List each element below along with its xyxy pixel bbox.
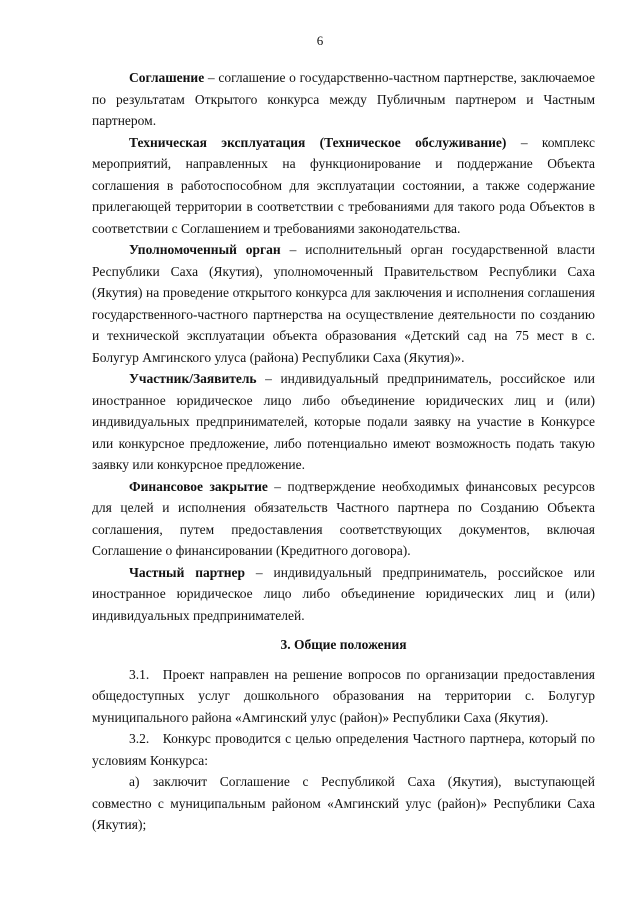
definition-paragraph — [92, 368, 595, 476]
definition-term: Участник/Заявитель — [129, 371, 257, 386]
numbered-item: 3.1. Проект направлен на решение вопросов по организации предоставления общедоступных услуг дошкольного образования на территории с. Болугур муниципального района «Амгинский улус (район)» Республики Саха (Якутия). — [92, 666, 595, 725]
definition-paragraph — [92, 476, 595, 562]
document-body — [92, 67, 595, 836]
definition-term: Финансовое закрытие — [129, 478, 268, 494]
definition-text: – подтверждение необходимых финансовых ресурсов для целей и исполнения обязательств Частного партнера по Созданию Объекта соглашения, путем предоставления соответствующих документов, включая Соглашение о финансировании (Кредитного договора). — [92, 478, 595, 558]
definition-term: Уполномоченный орган — [129, 242, 281, 257]
definition-text: – индивидуальный предприниматель, российское или иностранное юридическое лицо либо объединение юридических лиц и (или) индивидуальных предпринимателей, которые подали заявку на участие в Конкурсе или конкурсное предложение, либо потенциально имеют возможность подать такую заявку или конкурсное предложение. — [92, 371, 595, 472]
lettered-subitem: а) заключит Соглашение с Республикой Саха (Якутия), выступающей совместно с муниципальным районом «Амгинский улус (район)» Республики Саха (Якутия); — [92, 774, 595, 832]
definition-term: Частный партнер — [129, 564, 246, 580]
definition-text: – исполнительный орган государственной власти Республики Саха (Якутия), уполномоченный Правительством Республики Саха (Якутия) на проведение открытого конкурса для заключения и исполнения соглашения государственного-частного партнерства на осуществление деятельности по созданию и технической эксплуатации объекта образования «Детский сад на 75 мест в с. Болугур Амгинского улуса (района) Республики Саха (Якутия)». — [92, 242, 596, 365]
definition-paragraph — [92, 239, 595, 368]
definition-term: Соглашение — [129, 70, 205, 85]
definition-text: – соглашение о государственно-частном партнерстве, заключаемое по результатам Открытого конкурса между Публичным партнером и Частным партнером. — [92, 70, 595, 128]
section-heading: 3. Общие положения — [280, 637, 407, 652]
definition-paragraph — [92, 132, 595, 240]
definition-text: – индивидуальный предприниматель, российское или иностранное юридическое лицо либо объединение юридических лиц и (или) индивидуальных предпринимателей. — [92, 564, 595, 623]
page-number: 6 — [316, 33, 324, 48]
numbered-item: 3.2. Конкурс проводится с целью определения Частного партнера, который по условиям Конкурса: — [92, 731, 595, 768]
definition-text: – комплекс мероприятий, направленных на функционирование и поддержание Объекта соглашения в работоспособном для эксплуатации состоянии, а также содержание прилегающей территории в соответствии с требованиями для такого рода Объектов в соответствии с Соглашением и требованиями законодательства. — [92, 134, 596, 236]
definition-paragraph — [92, 67, 595, 132]
definition-term: Техническая эксплуатация (Техническое обслуживание) — [129, 134, 507, 150]
definition-paragraph — [92, 562, 595, 627]
